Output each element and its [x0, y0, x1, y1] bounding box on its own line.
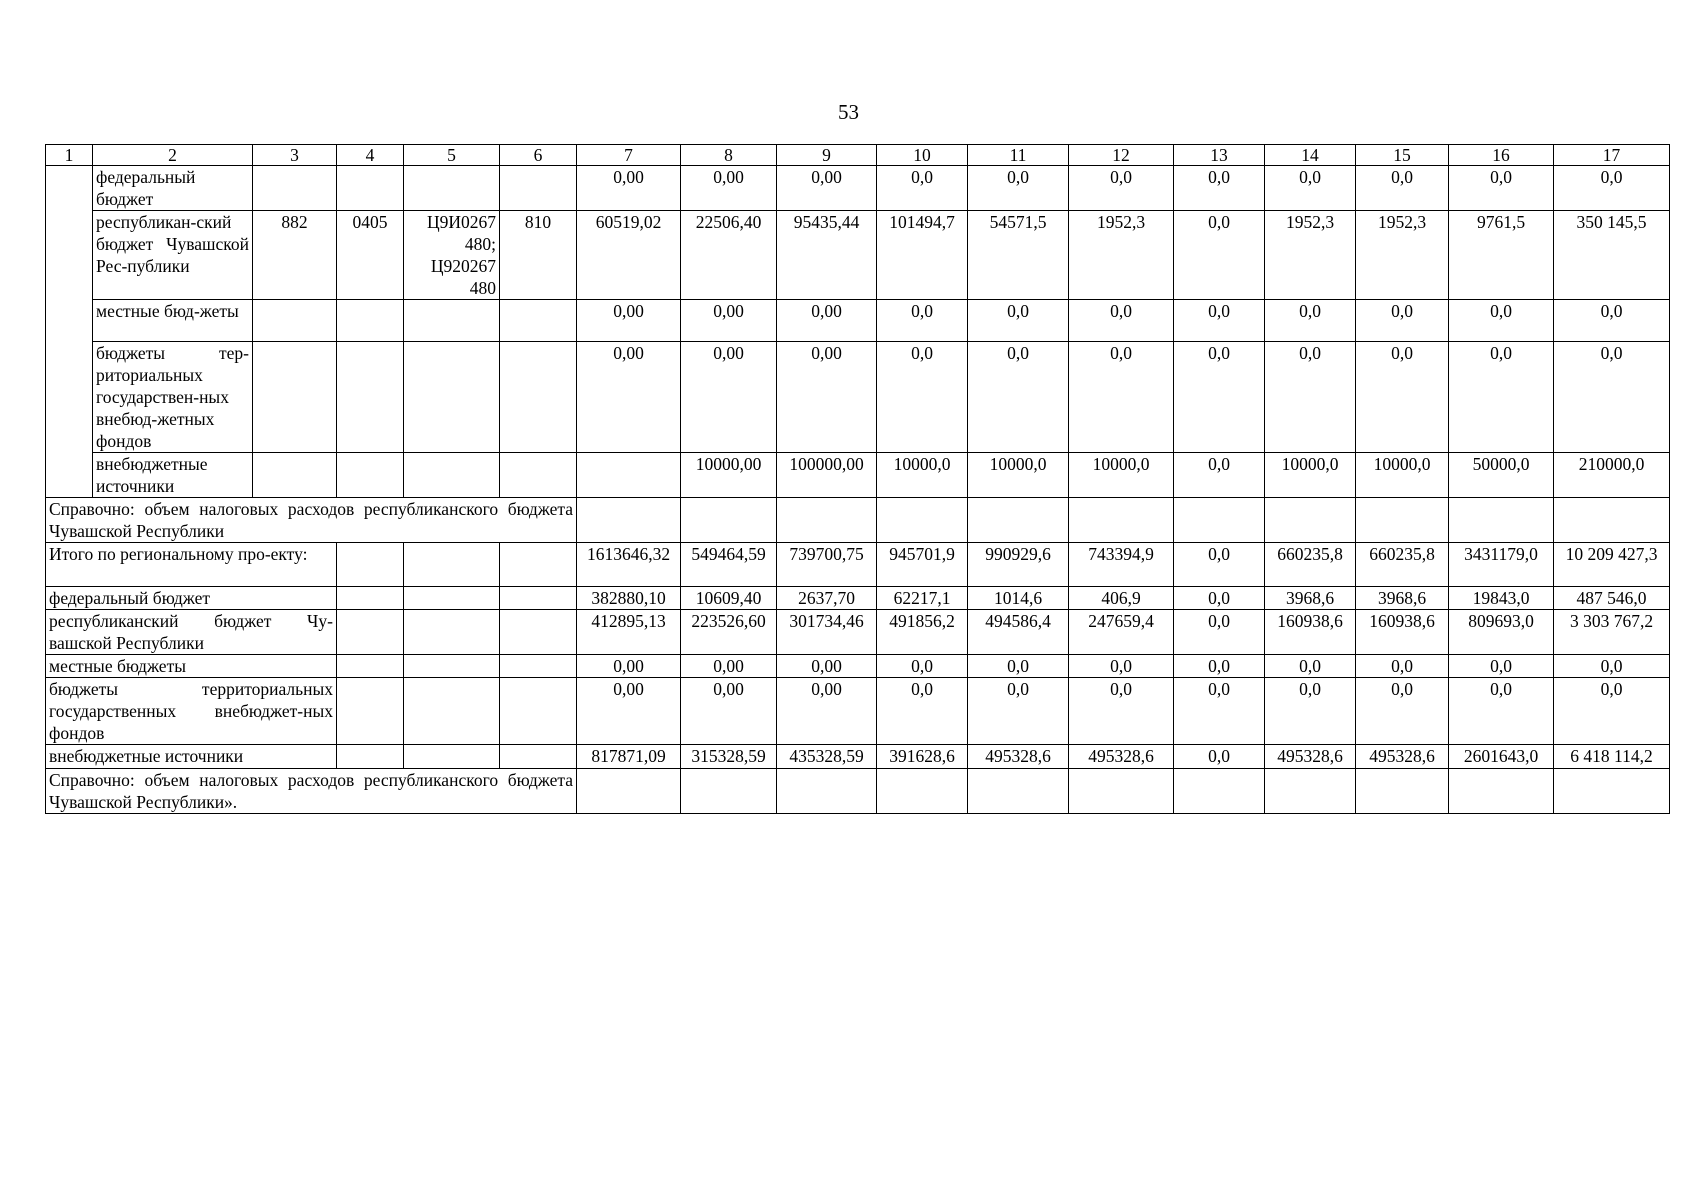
empty-cell — [777, 769, 877, 814]
code-cell — [253, 453, 337, 498]
code-cell — [337, 342, 404, 453]
total-row-label: Итого по региональному про-екту: — [46, 543, 337, 587]
code-cell — [337, 300, 404, 342]
column-header: 2 — [93, 145, 253, 166]
value-cell: 0,0 — [1069, 342, 1174, 453]
value-cell: 101494,7 — [877, 211, 968, 300]
code-cell: 0405 — [337, 211, 404, 300]
empty-cell — [500, 610, 577, 655]
column-header: 1 — [46, 145, 93, 166]
value-cell: 660235,8 — [1356, 543, 1449, 587]
value-cell: 435328,59 — [777, 745, 877, 769]
value-cell: 382880,10 — [577, 587, 681, 610]
value-cell: 0,0 — [1554, 166, 1670, 211]
value-cell: 315328,59 — [681, 745, 777, 769]
value-cell: 95435,44 — [777, 211, 877, 300]
value-cell: 0,0 — [1069, 300, 1174, 342]
value-cell: 60519,02 — [577, 211, 681, 300]
empty-cell — [500, 655, 577, 678]
empty-cell — [404, 610, 500, 655]
empty-cell — [777, 498, 877, 543]
empty-cell — [500, 678, 577, 745]
value-cell: 495328,6 — [1265, 745, 1356, 769]
value-cell: 54571,5 — [968, 211, 1069, 300]
value-cell: 945701,9 — [877, 543, 968, 587]
total-row-label: республиканский бюджет Чу-вашской Республики — [46, 610, 337, 655]
empty-cell — [337, 610, 404, 655]
code-cell — [500, 300, 577, 342]
value-cell: 10000,00 — [681, 453, 777, 498]
value-cell: 0,0 — [1356, 655, 1449, 678]
empty-cell — [577, 498, 681, 543]
value-cell: 0,0 — [1174, 655, 1265, 678]
empty-cell — [877, 498, 968, 543]
value-cell: 494586,4 — [968, 610, 1069, 655]
row-label: местные бюд-жеты — [93, 300, 253, 342]
value-cell: 0,0 — [1069, 678, 1174, 745]
code-cell: 882 — [253, 211, 337, 300]
value-cell: 0,0 — [1554, 678, 1670, 745]
column-header: 4 — [337, 145, 404, 166]
value-cell: 0,0 — [1174, 543, 1265, 587]
value-cell: 10609,40 — [681, 587, 777, 610]
value-cell: 3 303 767,2 — [1554, 610, 1670, 655]
value-cell — [577, 453, 681, 498]
value-cell: 210000,0 — [1554, 453, 1670, 498]
value-cell: 0,0 — [1174, 610, 1265, 655]
value-cell: 0,00 — [681, 166, 777, 211]
empty-cell — [1069, 769, 1174, 814]
empty-cell — [46, 166, 93, 211]
value-cell: 0,0 — [1554, 655, 1670, 678]
value-cell: 2637,70 — [777, 587, 877, 610]
empty-cell — [46, 300, 93, 342]
code-cell — [253, 342, 337, 453]
value-cell: 0,0 — [968, 342, 1069, 453]
value-cell: 3968,6 — [1356, 587, 1449, 610]
empty-cell — [1265, 769, 1356, 814]
value-cell: 1952,3 — [1356, 211, 1449, 300]
value-cell: 0,00 — [777, 342, 877, 453]
value-cell: 0,00 — [681, 300, 777, 342]
value-cell: 743394,9 — [1069, 543, 1174, 587]
empty-cell — [1356, 769, 1449, 814]
value-cell: 491856,2 — [877, 610, 968, 655]
empty-cell — [337, 678, 404, 745]
reference-note: Справочно: объем налоговых расходов республиканского бюджета Чувашской Республики — [46, 498, 577, 543]
value-cell: 0,00 — [577, 678, 681, 745]
value-cell: 10000,0 — [1356, 453, 1449, 498]
value-cell: 660235,8 — [1265, 543, 1356, 587]
value-cell: 0,0 — [1174, 453, 1265, 498]
total-row — [46, 587, 1670, 610]
value-cell: 0,00 — [681, 655, 777, 678]
empty-cell — [500, 745, 577, 769]
empty-cell — [577, 769, 681, 814]
empty-cell — [46, 342, 93, 453]
empty-cell — [404, 543, 500, 587]
value-cell: 9761,5 — [1449, 211, 1554, 300]
empty-cell — [500, 587, 577, 610]
value-cell: 0,0 — [1069, 655, 1174, 678]
column-header: 7 — [577, 145, 681, 166]
value-cell: 0,0 — [1265, 678, 1356, 745]
row-label: бюджеты тер-риториальных государствен-ных внебюд-жетных фондов — [93, 342, 253, 453]
empty-cell — [337, 543, 404, 587]
table-row — [46, 342, 1670, 453]
value-cell: 160938,6 — [1265, 610, 1356, 655]
code-cell — [500, 453, 577, 498]
value-cell: 10000,0 — [877, 453, 968, 498]
value-cell: 0,0 — [1174, 211, 1265, 300]
empty-cell — [968, 498, 1069, 543]
column-header: 13 — [1174, 145, 1265, 166]
value-cell: 391628,6 — [877, 745, 968, 769]
value-cell: 2601643,0 — [1449, 745, 1554, 769]
value-cell: 739700,75 — [777, 543, 877, 587]
column-header: 11 — [968, 145, 1069, 166]
row-label: республикан-ский бюджет Чувашской Рес-публики — [93, 211, 253, 300]
value-cell: 6 418 114,2 — [1554, 745, 1670, 769]
value-cell: 809693,0 — [1449, 610, 1554, 655]
empty-cell — [1554, 498, 1670, 543]
value-cell: 549464,59 — [681, 543, 777, 587]
total-row-label: внебюджетные источники — [46, 745, 337, 769]
value-cell: 0,0 — [1449, 300, 1554, 342]
code-cell — [404, 300, 500, 342]
value-cell: 0,0 — [968, 678, 1069, 745]
table-body — [46, 145, 1670, 814]
column-header: 15 — [1356, 145, 1449, 166]
value-cell: 50000,0 — [1449, 453, 1554, 498]
value-cell: 0,0 — [1449, 166, 1554, 211]
table-row — [46, 166, 1670, 211]
value-cell: 0,00 — [577, 300, 681, 342]
empty-cell — [404, 678, 500, 745]
value-cell: 1952,3 — [1069, 211, 1174, 300]
code-cell — [500, 166, 577, 211]
value-cell: 0,00 — [681, 342, 777, 453]
code-cell — [253, 300, 337, 342]
empty-cell — [404, 745, 500, 769]
value-cell: 0,0 — [1174, 166, 1265, 211]
empty-cell — [681, 498, 777, 543]
row-label: внебюджетные источники — [93, 453, 253, 498]
total-row-label: федеральный бюджет — [46, 587, 337, 610]
value-cell: 0,0 — [1554, 342, 1670, 453]
value-cell: 0,00 — [577, 342, 681, 453]
value-cell: 412895,13 — [577, 610, 681, 655]
value-cell: 1952,3 — [1265, 211, 1356, 300]
value-cell: 350 145,5 — [1554, 211, 1670, 300]
value-cell: 0,00 — [577, 655, 681, 678]
code-cell — [404, 453, 500, 498]
value-cell: 223526,60 — [681, 610, 777, 655]
budget-table — [45, 144, 1670, 814]
code-cell — [500, 342, 577, 453]
value-cell: 0,0 — [1356, 300, 1449, 342]
empty-cell — [1069, 498, 1174, 543]
value-cell: 0,0 — [1265, 342, 1356, 453]
value-cell: 10000,0 — [1069, 453, 1174, 498]
column-header: 8 — [681, 145, 777, 166]
code-cell — [253, 166, 337, 211]
page-number: 53 — [838, 100, 859, 124]
column-header: 14 — [1265, 145, 1356, 166]
value-cell: 0,0 — [1174, 587, 1265, 610]
value-cell: 495328,6 — [968, 745, 1069, 769]
value-cell: 62217,1 — [877, 587, 968, 610]
value-cell: 160938,6 — [1356, 610, 1449, 655]
value-cell: 22506,40 — [681, 211, 777, 300]
value-cell: 0,00 — [777, 678, 877, 745]
column-header: 12 — [1069, 145, 1174, 166]
code-cell — [404, 342, 500, 453]
reference-note-row — [46, 769, 1670, 814]
value-cell: 817871,09 — [577, 745, 681, 769]
code-cell — [337, 453, 404, 498]
empty-cell — [404, 655, 500, 678]
column-header: 9 — [777, 145, 877, 166]
value-cell: 0,0 — [968, 166, 1069, 211]
value-cell: 247659,4 — [1069, 610, 1174, 655]
empty-cell — [1265, 498, 1356, 543]
reference-note-row — [46, 498, 1670, 543]
column-header: 6 — [500, 145, 577, 166]
value-cell: 0,00 — [777, 655, 877, 678]
value-cell: 19843,0 — [1449, 587, 1554, 610]
row-label: федеральный бюджет — [93, 166, 253, 211]
total-row-label: бюджеты территориальных государственных внебюджет-ных фондов — [46, 678, 337, 745]
value-cell: 0,00 — [681, 678, 777, 745]
column-header-row — [46, 145, 1670, 166]
value-cell: 1613646,32 — [577, 543, 681, 587]
empty-cell — [337, 745, 404, 769]
column-header: 3 — [253, 145, 337, 166]
empty-cell — [1174, 498, 1265, 543]
value-cell: 10000,0 — [1265, 453, 1356, 498]
value-cell: 0,0 — [1554, 300, 1670, 342]
value-cell: 0,0 — [1449, 655, 1554, 678]
value-cell: 0,0 — [1174, 300, 1265, 342]
value-cell: 10 209 427,3 — [1554, 543, 1670, 587]
empty-cell — [1449, 769, 1554, 814]
value-cell: 406,9 — [1069, 587, 1174, 610]
table-row — [46, 300, 1670, 342]
value-cell: 0,0 — [1449, 342, 1554, 453]
value-cell: 0,00 — [577, 166, 681, 211]
empty-cell — [1449, 498, 1554, 543]
empty-cell — [1174, 769, 1265, 814]
value-cell: 0,0 — [1265, 300, 1356, 342]
value-cell: 10000,0 — [968, 453, 1069, 498]
total-row-label: местные бюджеты — [46, 655, 337, 678]
empty-cell — [404, 587, 500, 610]
value-cell: 3431179,0 — [1449, 543, 1554, 587]
column-header: 17 — [1554, 145, 1670, 166]
column-header: 10 — [877, 145, 968, 166]
empty-cell — [681, 769, 777, 814]
value-cell: 301734,46 — [777, 610, 877, 655]
value-cell: 0,0 — [877, 166, 968, 211]
empty-cell — [337, 655, 404, 678]
value-cell: 0,0 — [1174, 678, 1265, 745]
table-row — [46, 211, 1670, 300]
value-cell: 0,00 — [777, 166, 877, 211]
value-cell: 0,0 — [1449, 678, 1554, 745]
column-header: 5 — [404, 145, 500, 166]
column-header: 16 — [1449, 145, 1554, 166]
code-cell — [337, 166, 404, 211]
value-cell: 0,0 — [1174, 745, 1265, 769]
value-cell: 990929,6 — [968, 543, 1069, 587]
empty-cell — [46, 453, 93, 498]
empty-cell — [500, 543, 577, 587]
table-row — [46, 453, 1670, 498]
value-cell: 0,0 — [968, 300, 1069, 342]
value-cell: 0,0 — [877, 300, 968, 342]
code-cell: Ц9И0267 480; Ц920267 480 — [404, 211, 500, 300]
value-cell: 0,0 — [1356, 678, 1449, 745]
value-cell: 495328,6 — [1069, 745, 1174, 769]
empty-cell — [337, 587, 404, 610]
value-cell: 0,0 — [1069, 166, 1174, 211]
value-cell: 0,0 — [968, 655, 1069, 678]
value-cell: 487 546,0 — [1554, 587, 1670, 610]
value-cell: 0,0 — [877, 655, 968, 678]
value-cell: 0,0 — [877, 342, 968, 453]
empty-cell — [1356, 498, 1449, 543]
empty-cell — [877, 769, 968, 814]
total-row — [46, 543, 1670, 587]
value-cell: 0,0 — [1265, 166, 1356, 211]
value-cell: 0,0 — [1265, 655, 1356, 678]
empty-cell — [1554, 769, 1670, 814]
code-cell — [404, 166, 500, 211]
value-cell: 0,0 — [1174, 342, 1265, 453]
value-cell: 0,0 — [1356, 166, 1449, 211]
value-cell: 3968,6 — [1265, 587, 1356, 610]
total-row — [46, 678, 1670, 745]
value-cell: 1014,6 — [968, 587, 1069, 610]
reference-note: Справочно: объем налоговых расходов республиканского бюджета Чувашской Республики». — [46, 769, 577, 814]
total-row — [46, 745, 1670, 769]
empty-cell — [46, 211, 93, 300]
total-row — [46, 610, 1670, 655]
value-cell: 100000,00 — [777, 453, 877, 498]
value-cell: 0,0 — [1356, 342, 1449, 453]
value-cell: 0,00 — [777, 300, 877, 342]
empty-cell — [968, 769, 1069, 814]
code-cell: 810 — [500, 211, 577, 300]
total-row — [46, 655, 1670, 678]
value-cell: 495328,6 — [1356, 745, 1449, 769]
value-cell: 0,0 — [877, 678, 968, 745]
